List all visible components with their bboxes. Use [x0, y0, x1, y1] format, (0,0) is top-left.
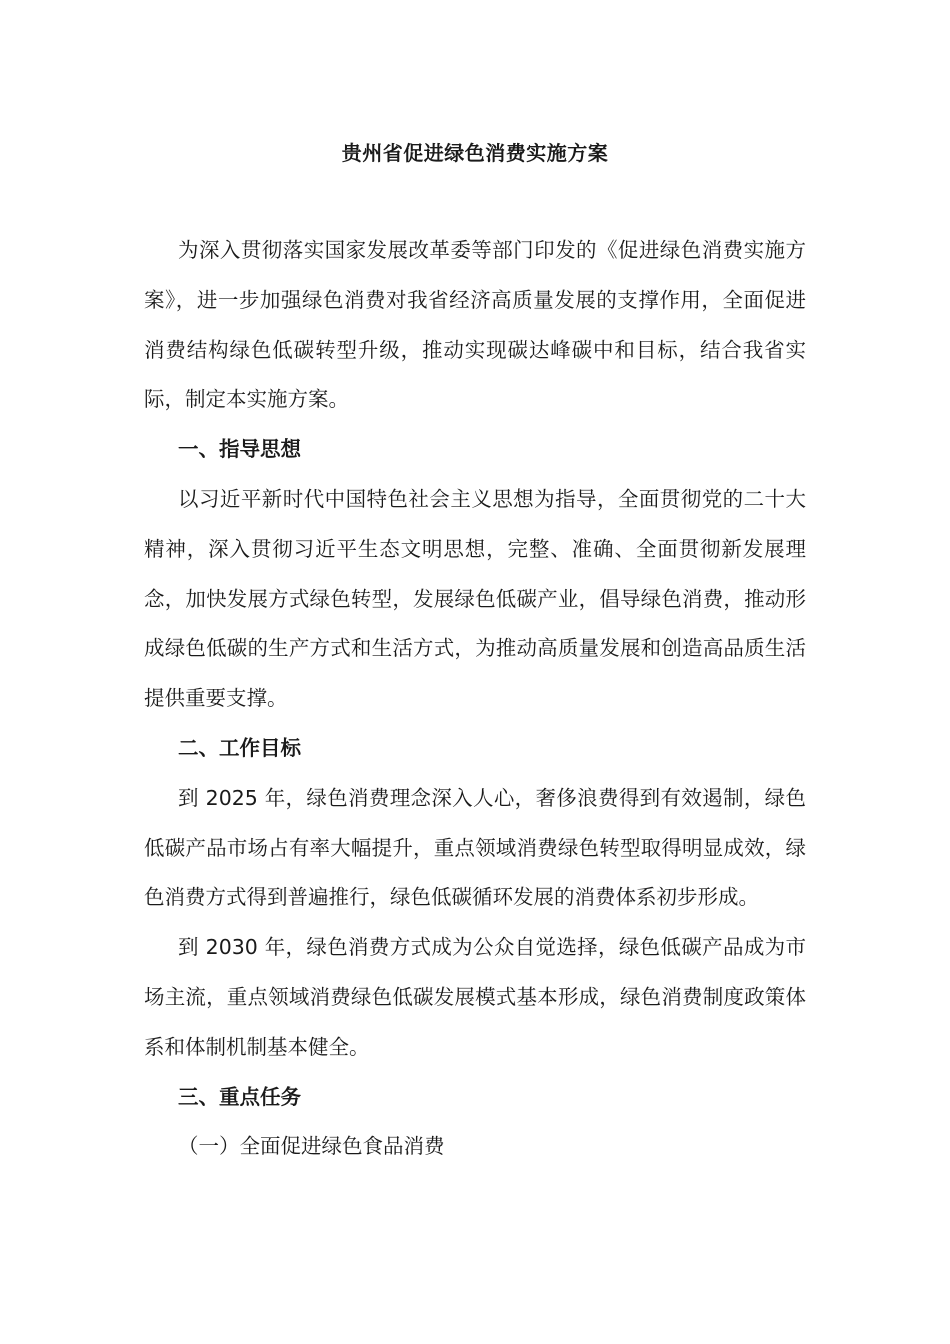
goal-2030-paragraph: 到 2030 年，绿色消费方式成为公众自觉选择，绿色低碳产品成为市场主流，重点领域消费绿色低碳发展模式基本形成，绿色消费制度政策体系和体制机制基本健全。: [144, 935, 806, 1059]
guiding-ideology-paragraph: 以习近平新时代中国特色社会主义思想为指导，全面贯彻党的二十大精神，深入贯彻习近平生态文明思想，完整、准确、全面贯彻新发展理念，加快发展方式绿色转型，发展绿色低碳产业，倡导绿色消费，推动形成绿色低碳的生产方式和生活方式，为推动高质量发展和创造高品质生活提供重要支撑。: [144, 486, 806, 711]
document-body: [144, 226, 806, 1172]
section-heading-work-goals: 二、工作目标: [178, 735, 301, 760]
section-heading-key-tasks: 三、重点任务: [178, 1084, 301, 1109]
section-heading-guiding-ideology: 一、指导思想: [178, 437, 301, 462]
subsection-heading-green-food: （一）全面促进绿色食品消费: [178, 1134, 445, 1159]
intro-paragraph: 为深入贯彻落实国家发展改革委等部门印发的《促进绿色消费实施方案》，进一步加强绿色消费对我省经济高质量发展的支撑作用，全面促进消费结构绿色低碳转型升级，推动实现碳达峰碳中和目标，结合我省实际，制定本实施方案。: [144, 238, 806, 412]
goal-2025-paragraph: 到 2025 年，绿色消费理念深入人心，奢侈浪费得到有效遏制，绿色低碳产品市场占有率大幅提升，重点领域消费绿色转型取得明显成效，绿色消费方式得到普遍推行，绿色低碳循环发展的消费体系初步形成。: [144, 785, 806, 910]
document-title: 贵州省促进绿色消费实施方案: [341, 141, 609, 165]
